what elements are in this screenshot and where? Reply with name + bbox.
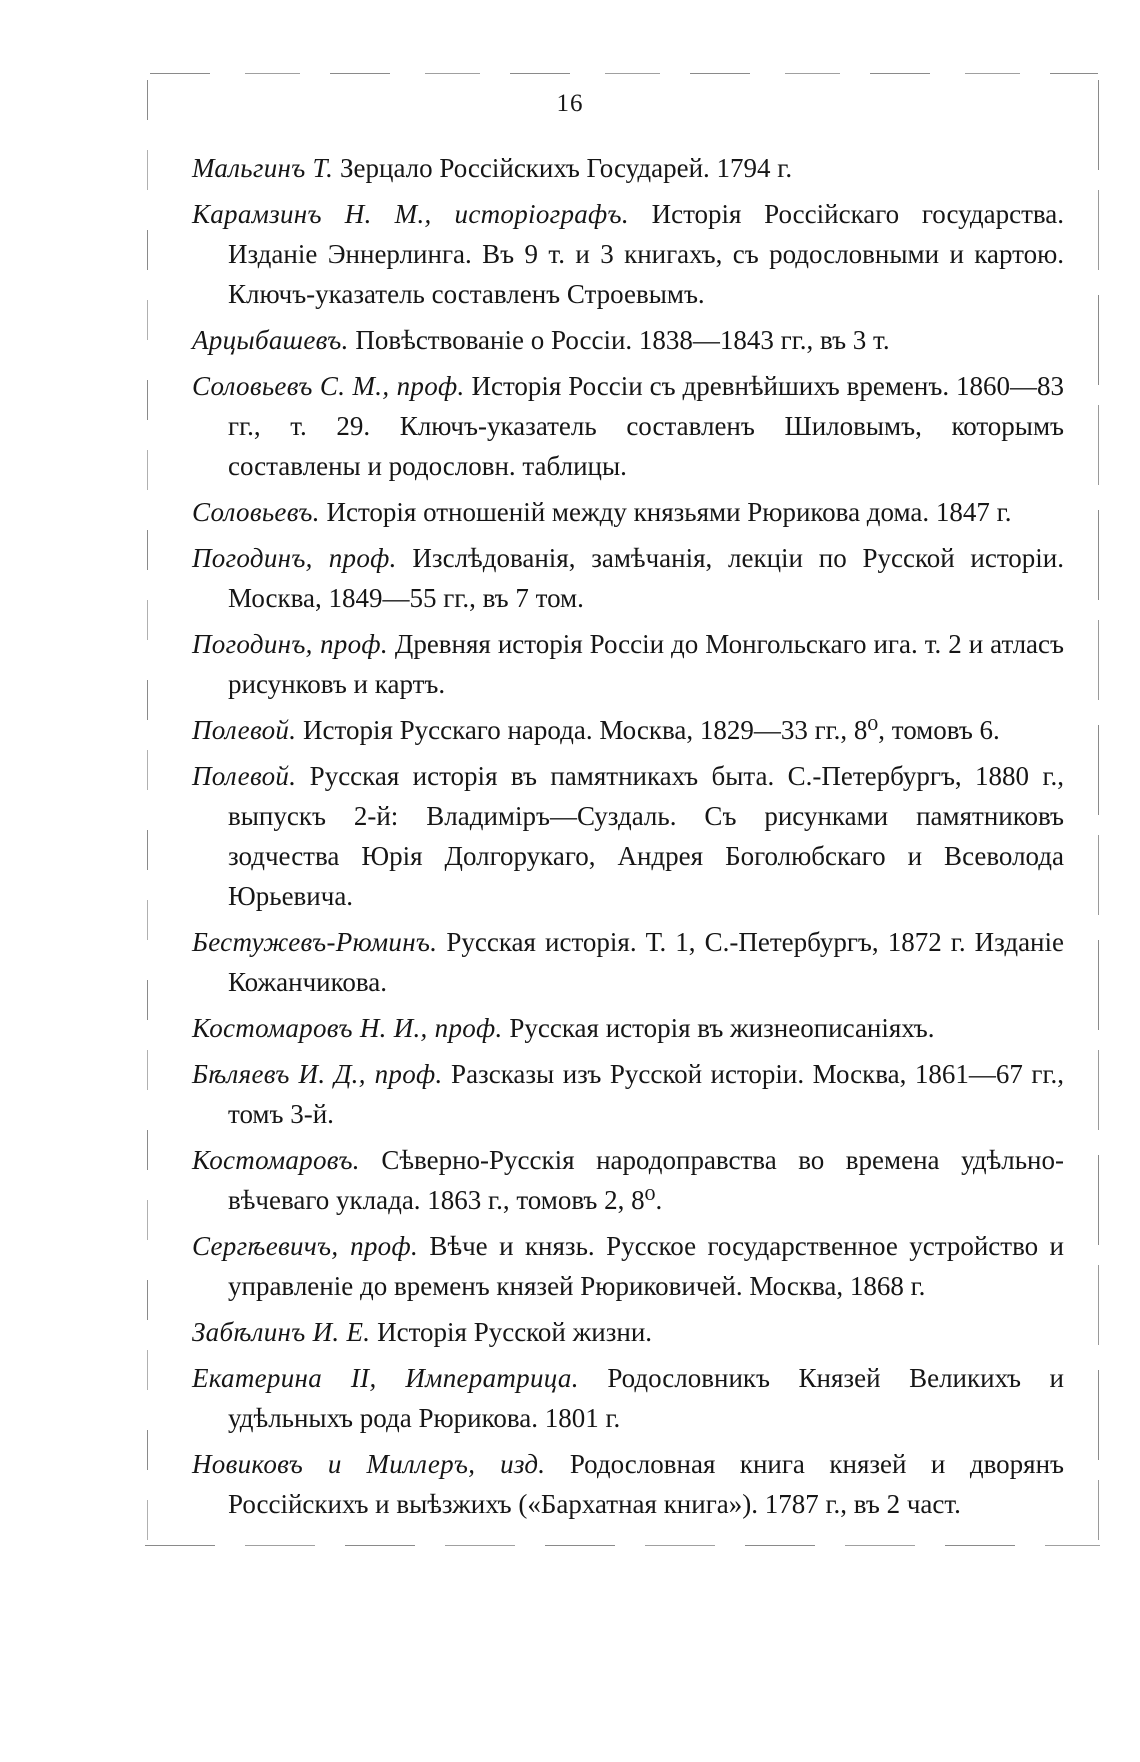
entry-author: Костомаровъ Н. И., проф.: [192, 1013, 503, 1043]
entry-text: Сѣверно-Русскія народоправства во времена удѣльно-вѣчеваго уклада. 1863 г., томовъ 2, 8⁰.: [228, 1145, 1064, 1215]
entry-text: Вѣче и князь. Русское государственное устройство и управленіе до временъ князей Рюриковичей. Москва, 1868 г.: [228, 1231, 1065, 1301]
bibliography-entry: [192, 148, 1064, 188]
bibliography-entry: [192, 194, 1064, 314]
entry-author: Екатерина II, Императрица.: [192, 1363, 579, 1393]
entry-author: Соловьевъ.: [192, 497, 320, 527]
entry-author: Погодинъ, проф.: [192, 543, 397, 573]
entry-text: Исторія Русскаго народа. Москва, 1829—33 гг., 8⁰, томовъ 6.: [296, 715, 1000, 745]
bibliography-list: [192, 148, 1064, 1530]
bibliography-entry: [192, 922, 1064, 1002]
entry-author: Карамзинъ Н. М., исторіографъ.: [192, 199, 629, 229]
entry-text: Родословникъ Князей Великихъ и удѣльныхъ рода Рюрикова. 1801 г.: [228, 1363, 1064, 1433]
entry-text: Родословная книга князей и дворянъ Россійскихъ и выѣзжихъ («Бархатная книга»). 1787 г., въ 2 част.: [228, 1449, 1064, 1519]
scan-edge-bottom: [145, 1545, 1100, 1546]
bibliography-entry: [192, 538, 1064, 618]
entry-author: Бѣляевъ И. Д., проф.: [192, 1059, 443, 1089]
entry-text: Русская исторія въ памятникахъ быта. С.-Петербургъ, 1880 г., выпускъ 2-й: Владиміръ—Суздаль. Съ рисунками памятниковъ зодчества Юрія Долгорукаго, Андрея Боголюбскаго и Всеволода Юрьевича.: [228, 761, 1064, 911]
entry-text: Русская исторія. Т. 1, С.-Петербургъ, 1872 г. Изданіе Кожанчикова.: [228, 927, 1064, 997]
entry-author: Сергѣевичъ, проф.: [192, 1231, 419, 1261]
entry-text: Исторія отношеній между князьями Рюрикова дома. 1847 г.: [319, 497, 1012, 527]
scan-edge-left: [147, 80, 148, 1540]
bibliography-entry: [192, 1140, 1064, 1220]
bibliography-entry: [192, 366, 1064, 486]
scan-edge-right: [1098, 80, 1099, 1540]
entry-text: Исторія Россіи съ древнѣйшихъ временъ. 1860—83 гг., т. 29. Ключъ-указатель составленъ Шиловымъ, которымъ составлены и родословн. таблицы.: [228, 371, 1064, 481]
bibliography-entry: [192, 1444, 1064, 1524]
bibliography-entry: [192, 492, 1064, 532]
entry-text: Разсказы изъ Русской исторіи. Москва, 1861—67 гг., томъ 3-й.: [228, 1059, 1065, 1129]
entry-author: Полевой.: [192, 715, 297, 745]
bibliography-entry: [192, 1008, 1064, 1048]
entry-author: Забѣлинъ И. Е.: [192, 1317, 371, 1347]
bibliography-entry: [192, 624, 1064, 704]
entry-text: Повѣствованіе о Россіи. 1838—1843 гг., въ 3 т.: [348, 325, 890, 355]
bibliography-entry: [192, 710, 1064, 750]
entry-author: Костомаровъ.: [192, 1145, 360, 1175]
entry-text: Исторія Россійскаго государства. Изданіе Эннерлинга. Въ 9 т. и 3 книгахъ, съ родословными и картою. Ключъ-указатель составленъ Строевымъ.: [228, 199, 1064, 309]
entry-author: Соловьевъ С. М., проф.: [192, 371, 465, 401]
bibliography-entry: [192, 756, 1064, 916]
entry-text: Изслѣдованія, замѣчанія, лекціи по Русской исторіи. Москва, 1849—55 гг., въ 7 том.: [228, 543, 1064, 613]
scan-edge-top: [150, 73, 1098, 74]
entry-text: Древняя исторія Россіи до Монгольскаго ига. т. 2 и атласъ рисунковъ и картъ.: [228, 629, 1064, 699]
bibliography-entry: [192, 1054, 1064, 1134]
entry-text: Зерцало Россійскихъ Государей. 1794 г.: [333, 153, 793, 183]
entry-author: Погодинъ, проф.: [192, 629, 388, 659]
entry-author: Арцыбашевъ.: [192, 325, 349, 355]
bibliography-entry: [192, 1226, 1064, 1306]
entry-text: Исторія Русской жизни.: [370, 1317, 653, 1347]
bibliography-entry: [192, 1312, 1064, 1352]
bibliography-entry: [192, 1358, 1064, 1438]
entry-author: Бестужевъ-Рюминъ.: [192, 927, 438, 957]
entry-author: Новиковъ и Миллеръ, изд.: [192, 1449, 546, 1479]
entry-text: Русская исторія въ жизнеописаніяхъ.: [502, 1013, 935, 1043]
entry-author: Мальгинъ Т.: [192, 153, 334, 183]
entry-author: Полевой.: [192, 761, 297, 791]
bibliography-entry: [192, 320, 1064, 360]
page-number: 16: [556, 90, 584, 117]
